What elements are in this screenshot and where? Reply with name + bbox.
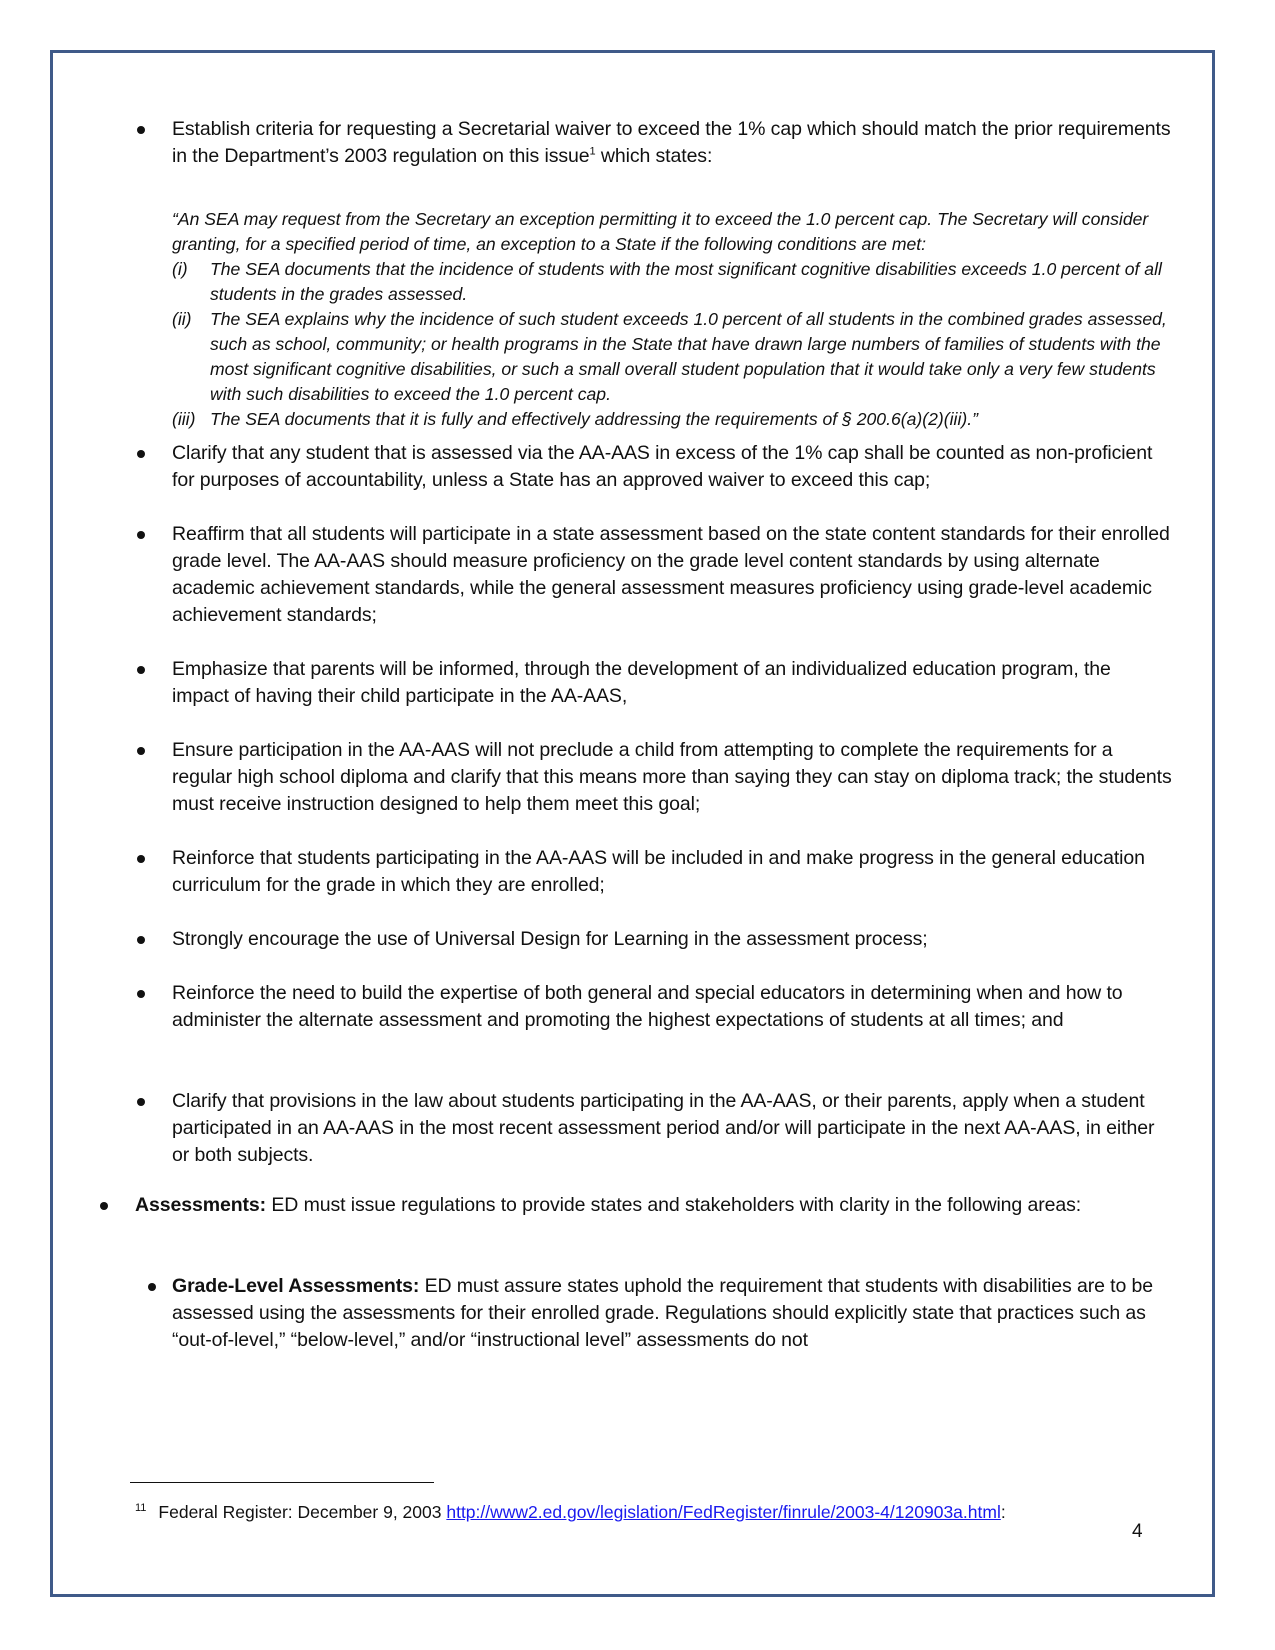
bullet-icon: [137, 531, 145, 539]
page-number: 4: [1132, 1521, 1143, 1542]
bullet-icon: [137, 855, 145, 863]
list-item-text: Clarify that provisions in the law about students participating in the AA-AAS, or their parents, apply when a student participated in an AA-AAS in the most recent assessment period and/or will participate in the next AA-AAS, in either or both subjects.: [172, 1090, 1155, 1166]
footnote-mark: 11: [135, 1502, 147, 1515]
bullet-icon: [100, 1202, 108, 1210]
footnote-reference: 1: [589, 145, 596, 158]
quote-item-text: The SEA documents that it is fully and effectively addressing the requirements of § 200.6(a)(2)(iii).”: [210, 409, 978, 429]
footnote-text: Federal Register: December 9, 2003: [158, 1502, 447, 1522]
footnote-link[interactable]: http://www2.ed.gov/legislation/FedRegister/finrule/2003-4/120903a.html: [446, 1502, 1001, 1522]
list-item: [172, 656, 1172, 710]
bullet-icon: [137, 990, 145, 998]
list-item-text: Clarify that any student that is assessed via the AA-AAS in excess of the 1% cap shall be counted as non-proficient for purposes of accountability, unless a State has an approved waiver to exceed this cap;: [172, 442, 1153, 491]
grade-level-label: Grade-Level Assessments:: [172, 1275, 420, 1297]
list-item: [172, 116, 1172, 170]
bullet-icon: [137, 666, 145, 674]
quote-intro: “An SEA may request from the Secretary an exception permitting it to exceed the 1.0 percent cap. The Secretary will consider granting, for a specified period of time, an exception to a State if the following conditions are met:: [172, 209, 1149, 254]
list-item: [172, 1088, 1172, 1169]
list-item: [172, 845, 1172, 899]
bullet-icon: [148, 1283, 156, 1291]
quote-item: [172, 407, 1172, 432]
list-item-text: Reaffirm that all students will participate in a state assessment based on the state content standards for their enrolled grade level. The AA-AAS should measure proficiency on the grade level content standards by using alternate academic achievement standards, while the general assessment measures proficiency using grade-level academic achievement standards;: [172, 523, 1170, 626]
list-item: [172, 980, 1172, 1034]
list-item-text: Strongly encourage the use of Universal Design for Learning in the assessment process;: [172, 928, 928, 950]
list-item-text-end: which states:: [595, 145, 713, 167]
footnote-divider: [130, 1482, 434, 1483]
quote-item-number: (i): [172, 259, 188, 279]
block-quote: [172, 207, 1172, 432]
list-item-text: Establish criteria for requesting a Secretarial waiver to exceed the 1% cap which should match the prior requirements in the Department’s 2003 regulation on this issue: [172, 118, 1171, 167]
bullet-icon: [137, 126, 145, 134]
list-item-assessments: [135, 1192, 1155, 1219]
quote-item: [172, 257, 1172, 307]
bullet-icon: [137, 936, 145, 944]
footnote-after: :: [1000, 1502, 1006, 1522]
quote-item-text: The SEA explains why the incidence of such student exceeds 1.0 percent of all students in the combined grades assessed, such as school, community; or health programs in the State that have drawn large numbers of families of students with the most significant cognitive disabilities, or such a small overall student population that it would take only a very few students with such disabilities to exceed the 1.0 percent cap.: [210, 309, 1167, 404]
bullet-icon: [137, 747, 145, 755]
bullet-icon: [137, 450, 145, 458]
grade-level-text: ED must assure states uphold the requirement that students with disabilities are to be assessed using the assessments for their enrolled grade. Regulations should explicitly state that practices such as “out-of-level,” “below-level,” and/or “instructional level” assessments do not: [172, 1275, 1154, 1351]
list-item-grade-level: [172, 1273, 1172, 1354]
list-item: [172, 926, 1172, 953]
list-item-text: Reinforce the need to build the expertise of both general and special educators in determining when and how to administer the alternate assessment and promoting the highest expectations of students at all times; and: [172, 982, 1123, 1031]
quote-item: [172, 307, 1172, 407]
list-item: [172, 521, 1172, 629]
assessments-text: ED must issue regulations to provide states and stakeholders with clarity in the following areas:: [266, 1194, 1082, 1216]
footnote: [135, 1500, 1135, 1524]
quote-item-text: The SEA documents that the incidence of students with the most significant cognitive disabilities exceeds 1.0 percent of all students in the grades assessed.: [210, 259, 1162, 304]
list-item-text: Reinforce that students participating in the AA-AAS will be included in and make progress in the general education curriculum for the grade in which they are enrolled;: [172, 847, 1145, 896]
list-item: [172, 440, 1172, 494]
quote-item-number: (ii): [172, 309, 192, 329]
quote-item-number: (iii): [172, 409, 196, 429]
list-item-text: Ensure participation in the AA-AAS will not preclude a child from attempting to complete the requirements for a regular high school diploma and clarify that this means more than saying they can stay on diploma track; the students must receive instruction designed to help them meet this goal;: [172, 739, 1172, 815]
list-item-text: Emphasize that parents will be informed, through the development of an individualized education program, the impact of having their child participate in the AA-AAS,: [172, 658, 1111, 707]
list-item: [172, 737, 1172, 818]
bullet-icon: [137, 1098, 145, 1106]
assessments-label: Assessments:: [135, 1194, 267, 1216]
